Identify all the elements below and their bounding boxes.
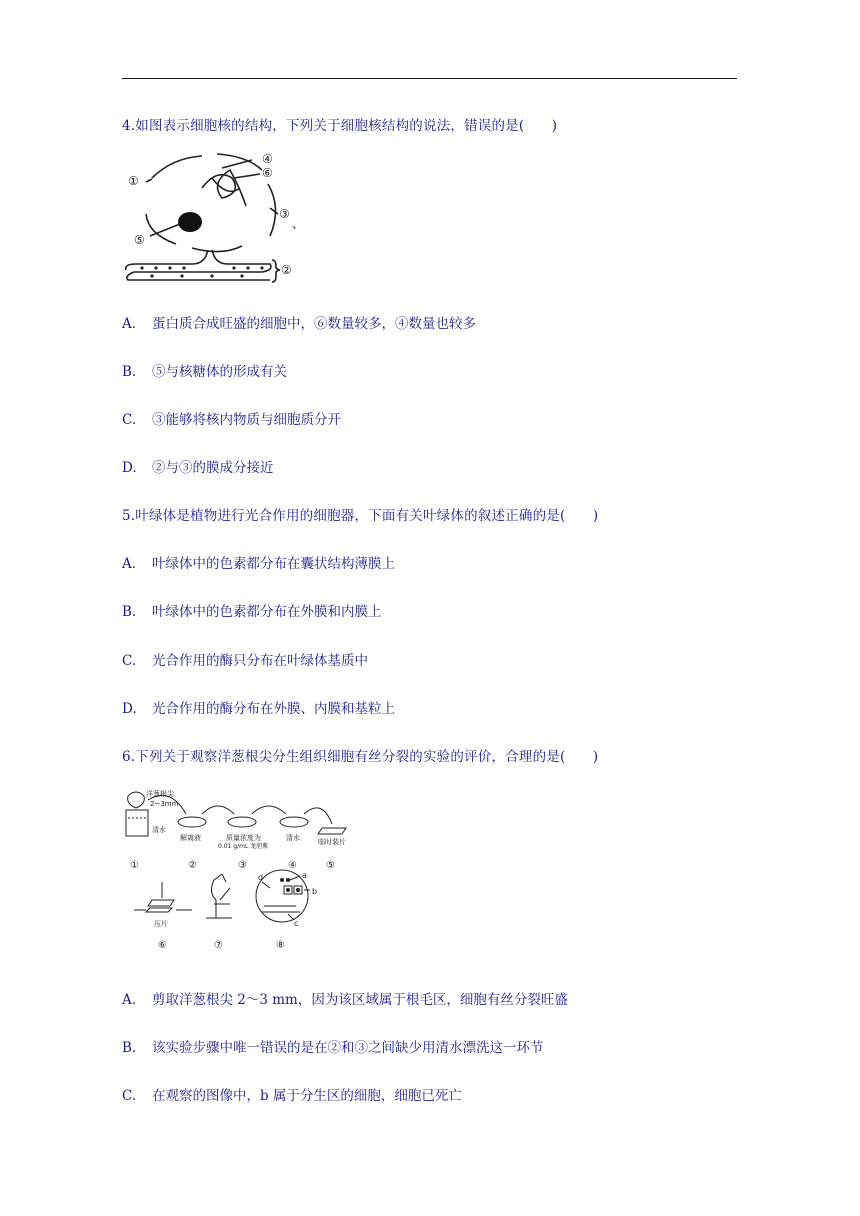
- label-water-2: 清水: [286, 834, 300, 842]
- question-6-option-a[interactable]: [122, 988, 568, 1008]
- slide-icon: [318, 828, 346, 834]
- option-letter: A.: [122, 992, 137, 1008]
- option-letter: C.: [122, 412, 137, 428]
- nuclear-envelope-arc-bottom: [192, 246, 242, 252]
- step-7: ⑦: [214, 940, 223, 951]
- label-4: ④: [262, 152, 273, 166]
- question-6-option-b[interactable]: [122, 1036, 544, 1056]
- question-4-option-c[interactable]: [122, 408, 341, 428]
- question-4-option-a[interactable]: [122, 312, 476, 332]
- label-6: ⑥: [262, 166, 273, 180]
- cell-d: d: [258, 873, 264, 882]
- step-8: ⑧: [276, 940, 285, 951]
- beaker-icon: [126, 810, 148, 836]
- nuclear-envelope-arc-left: [152, 156, 202, 178]
- step-6: ⑥: [158, 940, 167, 951]
- step-4: ④: [288, 860, 297, 871]
- label-slide: 临时装片: [318, 838, 346, 846]
- question-6-stem: 6.下列关于观察洋葱根尖分生组织细胞有丝分裂的实验的评价，合理的是( ): [122, 749, 599, 765]
- option-letter: B.: [122, 1040, 137, 1056]
- label-stain-2: 0.01 g/mL 龙胆紫: [218, 843, 269, 850]
- microscope-field: [256, 870, 308, 922]
- dish-water: [280, 817, 308, 827]
- option-letter: C.: [122, 653, 137, 669]
- option-text: 蛋白质合成旺盛的细胞中，⑥数量较多，④数量也较多: [152, 316, 476, 332]
- label-dissociation: 解离液: [180, 834, 201, 842]
- nuclear-envelope-arc-lowleft: [146, 214, 176, 244]
- dish-dissociation: [178, 817, 206, 827]
- microscope-icon: [206, 874, 232, 918]
- header-rule: [122, 78, 737, 79]
- question-5-option-b[interactable]: [122, 600, 382, 620]
- cell-a: a: [302, 871, 307, 880]
- option-text: ⑤与核糖体的形成有关: [152, 364, 287, 380]
- option-letter: B.: [122, 604, 137, 620]
- option-letter: C.: [122, 1088, 137, 1104]
- option-letter: D.: [122, 701, 137, 717]
- option-text: ③能够将核内物质与细胞质分开: [152, 412, 341, 428]
- step-2: ②: [188, 860, 197, 871]
- label-comma: 、: [292, 217, 305, 231]
- question-4-stem: 4.如图表示细胞核的结构，下列关于细胞核结构的说法，错误的是( ): [122, 118, 558, 134]
- label-root: 洋葱根尖: [146, 790, 174, 798]
- label-2: ②: [281, 263, 292, 277]
- label-water-1: 清水: [152, 826, 166, 834]
- onion-icon: [128, 792, 145, 808]
- option-text: 叶绿体中的色素都分布在囊状结构薄膜上: [152, 556, 395, 572]
- option-letter: A.: [122, 556, 137, 572]
- label-3: ③: [279, 207, 290, 221]
- cell-b: b: [312, 887, 318, 896]
- step-3: ③: [238, 860, 247, 871]
- endoplasmic-reticulum: [126, 250, 271, 280]
- step-1: ①: [130, 860, 139, 871]
- nucleolus: [178, 212, 202, 232]
- option-text: 叶绿体中的色素都分布在外膜和内膜上: [152, 604, 382, 620]
- question-5-option-c[interactable]: [122, 649, 368, 669]
- option-text: 光合作用的酶只分布在叶绿体基质中: [152, 653, 368, 669]
- option-letter: D.: [122, 460, 137, 476]
- nucleus-structure-figure: [122, 148, 305, 286]
- step-5: ⑤: [326, 860, 335, 871]
- dish-stain: [228, 817, 256, 827]
- label-brace-2: [272, 260, 280, 282]
- option-letter: B.: [122, 364, 137, 380]
- question-6-option-c[interactable]: [122, 1084, 462, 1104]
- label-size: 2~3mm: [150, 800, 179, 808]
- question-5-option-a[interactable]: [122, 552, 395, 572]
- cell-c: c: [294, 919, 299, 928]
- option-text: 该实验步骤中唯一错误的是在②和③之间缺少用清水漂洗这一环节: [152, 1040, 544, 1056]
- option-text: 光合作用的酶分布在外膜、内膜和基粒上: [152, 701, 395, 717]
- option-text: ②与③的膜成分接近: [152, 460, 274, 476]
- label-1: ①: [128, 174, 139, 188]
- option-letter: A.: [122, 316, 137, 332]
- option-text: 剪取洋葱根尖 2～3 mm，因为该区域属于根毛区，细胞有丝分裂旺盛: [152, 992, 568, 1008]
- question-4-option-d[interactable]: [122, 456, 274, 476]
- label-stain-1: 质量浓度为: [226, 834, 261, 842]
- label-5: ⑤: [134, 233, 145, 247]
- option-text: 在观察的图像中，b 属于分生区的细胞，细胞已死亡: [152, 1088, 462, 1104]
- question-5-option-d[interactable]: [122, 697, 395, 717]
- chromatin: [202, 170, 246, 206]
- mitosis-experiment-figure: [122, 788, 362, 956]
- label-press: 压片: [154, 920, 168, 928]
- question-4-option-b[interactable]: [122, 360, 287, 380]
- question-5-stem: 5.叶绿体是植物进行光合作用的细胞器，下面有关叶绿体的叙述正确的是( ): [122, 508, 599, 524]
